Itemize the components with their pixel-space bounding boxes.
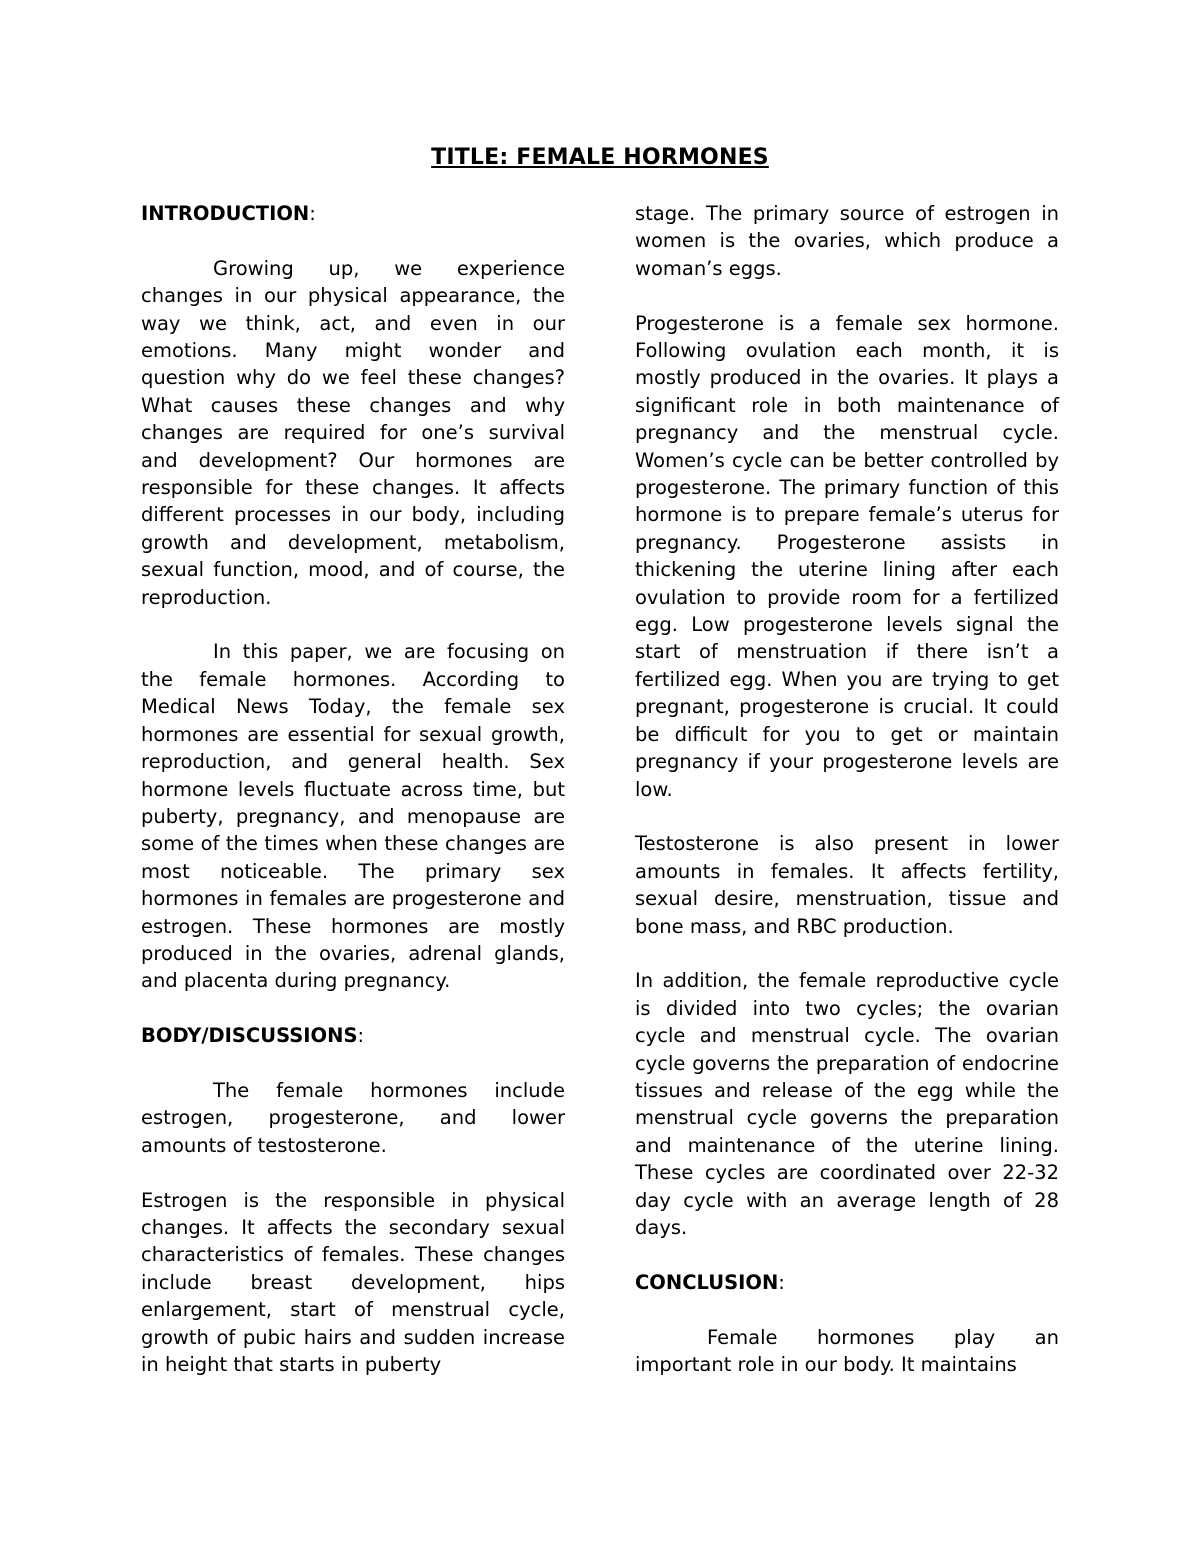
body-discussions-heading [141, 1022, 565, 1049]
conclusion-heading-colon: : [778, 1270, 785, 1294]
testosterone-paragraph: Testosterone is also present in lower amounts in females. It affects fertility, sexual desire, menstruation, tissue and bone mass, and RBC production. [635, 832, 1059, 938]
progesterone-paragraph: Progesterone is a female sex hormone. Following ovulation each month, it is mostly produced in the ovaries. It plays a significant role in both maintenance of pregnancy and the menstrual cycle. Women’s cycle can be better controlled by progesterone. The primary function of this hormone is to prepare female’s uterus for pregnancy. Progesterone assists in thickening the uterine lining after each ovulation to provide room for a fertilized egg. Low progesterone levels signal the start of menstruation if there isn’t a fertilized egg. When you are trying to get pregnant, progesterone is crucial. It could be difficult for you to get or maintain pregnancy if your progesterone levels are low. [635, 311, 1059, 801]
body-discussions-heading-colon: : [357, 1024, 365, 1048]
reproductive-cycle-paragraph: In addition, the female reproductive cycle is divided into two cycles; the ovarian cycle and menstrual cycle. The ovarian cycle governs the preparation of endocrine tissues and release of the egg while the menstrual cycle governs the preparation and maintenance of the uterine lining. These cycles are coordinated over 22-32 day cycle with an average length of 28 days. [635, 969, 1059, 1239]
body-paragraph-2: Estrogen is the responsible in physical changes. It affects the secondary sexual characteristics of females. These changes include breast development, hips enlargement, start of menstrual cycle, growth of pubic hairs and sudden increase in height that starts in puberty [141, 1188, 565, 1376]
document-title: TITLE: FEMALE HORMONES [431, 145, 769, 170]
right-column [635, 200, 1059, 1378]
estrogen-continuation-paragraph: stage. The primary source of estrogen in women is the ovaries, which produce a woman’s eggs. [635, 202, 1059, 280]
conclusion-heading [635, 1269, 1059, 1296]
conclusion-paragraph-1: Female hormones play an important role in our body. It maintains [635, 1325, 1059, 1376]
introduction-heading [141, 200, 565, 227]
introduction-paragraph-2: In this paper, we are focusing on the female hormones. According to Medical News Today, the female sex hormones are essential for sexual growth, reproduction, and general health. Sex hormone levels fluctuate across time, but puberty, pregnancy, and menopause are some of the times when these changes are most noticeable. The primary sex hormones in females are progesterone and estrogen. These hormones are mostly produced in the ovaries, adrenal glands, and placenta during pregnancy. [141, 640, 565, 993]
body-discussions-heading-label: BODY/DISCUSSIONS [141, 1024, 358, 1048]
left-column [141, 200, 565, 1378]
conclusion-heading-label: CONCLUSION [635, 1270, 779, 1294]
introduction-heading-colon: : [309, 202, 316, 225]
body-paragraph-1: The female hormones include estrogen, progesterone, and lower amounts of testosterone. [141, 1078, 565, 1157]
introduction-paragraph-1: Growing up, we experience changes in our physical appearance, the way we think, act, and even in our emotions. Many might wonder and question why do we feel these changes? What causes these changes and why changes are required for one’s survival and development? Our hormones are responsible for these changes. It affects different processes in our body, including growth and development, metabolism, sexual function, mood, and of course, the reproduction. [141, 256, 565, 609]
introduction-heading-label: INTRODUCTION [141, 202, 310, 225]
